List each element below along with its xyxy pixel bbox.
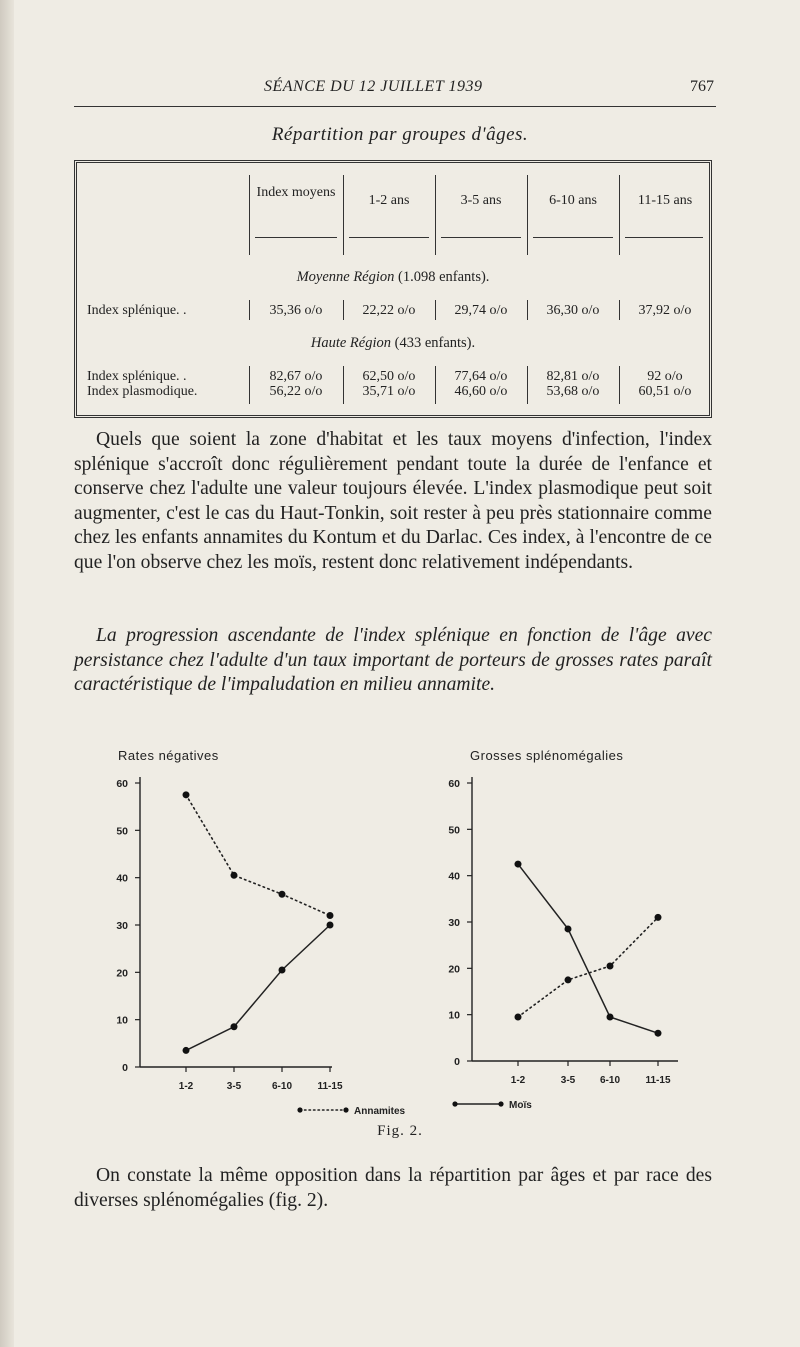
data-point (279, 891, 286, 898)
x-tick-label: 1-2 (510, 1075, 526, 1086)
x-tick-label: 6-10 (599, 1075, 621, 1086)
col-sep (343, 175, 344, 255)
section-haute-region (77, 335, 709, 352)
region-count: (433 enfants). (394, 335, 476, 351)
paragraph-1: Quels que soient la zone d'habitat et les taux moyens d'infection, l'index splénique s'accroît donc régulièrement pendant toute la durée de l'enfance et conserve chez l'adulte une valeur toujours élevée. L'index plasmodique peut soit augmenter, c'est le cas du Haut-Tonkin, soit rester à peu près stationnaire comme chez les enfants annamites du Kontum et du Darlac. Ces index, à l'encontre de ce que l'on observe chez les moïs, restent donc relativement indépendants. (74, 429, 712, 573)
region-name: Haute Région (310, 335, 391, 351)
x-tick-label: 1-2 (178, 1081, 194, 1092)
legend-label: Moïs (509, 1100, 532, 1111)
x-tick-label: 11-15 (317, 1081, 343, 1092)
data-point (327, 922, 334, 929)
data-point (607, 963, 614, 970)
table-cell: 35,71 o/o (362, 384, 416, 399)
legend-label: Annamites (354, 1106, 406, 1117)
paragraph-2-italic: La progression ascendante de l'index splénique en fonction de l'âge avec persistance chez l'adulte d'un taux important de porteurs de grosses rates paraît caractéristique de l'impaludation en milieu annamite. (74, 625, 712, 695)
page-number: 767 (690, 78, 714, 95)
table-cell: 60,51 o/o (638, 384, 692, 399)
y-tick-label: 0 (454, 1056, 460, 1068)
table-cell: 22,22 o/o (362, 303, 416, 318)
table-title: Répartition par groupes d'âges. (271, 124, 529, 145)
header-underline (441, 237, 521, 238)
col-header-index-moyens: Index moyens (256, 185, 336, 200)
col-header-6-10: 6-10 ans (549, 193, 597, 208)
legend-marker (452, 1101, 457, 1106)
data-point (515, 861, 522, 868)
col-header-1-2: 1-2 ans (368, 193, 410, 208)
y-tick-label: 50 (116, 825, 128, 838)
table-cell: 36,30 o/o (546, 303, 600, 318)
header-underline (255, 237, 337, 238)
data-point (565, 976, 572, 983)
col-sep (619, 175, 620, 255)
series-line-mos (186, 925, 330, 1050)
series-line-mos (518, 864, 658, 1033)
table-cell: 53,68 o/o (546, 384, 600, 399)
x-tick-label: 3-5 (226, 1081, 242, 1092)
row-label: Index splénique. . (87, 369, 187, 384)
y-tick-label: 10 (448, 1009, 460, 1022)
series-line-annamites (518, 917, 658, 1017)
row-label: Index splénique. . (87, 303, 187, 318)
data-point (515, 1013, 522, 1020)
chart-title: Rates négatives (118, 748, 219, 763)
chart-title: Grosses splénomégalies (470, 748, 624, 763)
table-cell: 77,64 o/o (454, 369, 508, 384)
table-cell: 56,22 o/o (269, 384, 323, 399)
data-point (607, 1013, 614, 1020)
y-tick-label: 20 (116, 967, 128, 980)
header-rule (74, 106, 716, 107)
data-point (327, 912, 334, 919)
table-cell: 82,67 o/o (269, 369, 323, 384)
data-point (655, 914, 662, 921)
x-tick-label: 6-10 (271, 1081, 293, 1092)
y-tick-label: 40 (116, 872, 128, 885)
table-cell: 82,81 o/o (546, 369, 600, 384)
legend-marker (297, 1107, 302, 1112)
figure-caption: Fig. 2. (377, 1123, 423, 1139)
table-cell: 92 o/o (647, 369, 683, 384)
table-cell: 62,50 o/o (362, 369, 416, 384)
y-tick-label: 30 (116, 920, 128, 932)
header-underline (625, 237, 703, 238)
data-point (655, 1030, 662, 1037)
data-point (183, 791, 190, 798)
col-sep (527, 175, 528, 255)
data-point (565, 925, 572, 932)
header-underline (349, 237, 429, 238)
table-cell: 46,60 o/o (454, 384, 508, 399)
row-label: Index plasmodique. (87, 384, 198, 399)
figure-2-charts (100, 740, 720, 1120)
paragraph-3: On constate la même opposition dans la répartition par âges et par race des diverses splénomégalies (fig. 2). (74, 1165, 712, 1211)
legend-marker (343, 1107, 348, 1112)
header-underline (533, 237, 613, 238)
col-header-11-15: 11-15 ans (637, 193, 693, 208)
y-tick-label: 10 (116, 1014, 128, 1027)
y-tick-label: 0 (122, 1062, 128, 1074)
data-point (231, 872, 238, 879)
y-tick-label: 40 (448, 870, 460, 883)
y-tick-label: 60 (448, 778, 460, 790)
col-header-3-5: 3-5 ans (460, 193, 502, 208)
y-tick-label: 30 (448, 917, 460, 929)
page-edge (0, 0, 14, 1347)
y-tick-label: 60 (116, 778, 128, 790)
series-line-annamites (186, 795, 330, 916)
data-point (183, 1047, 190, 1054)
figure-2 (100, 740, 720, 1120)
table-cell: 35,36 o/o (269, 303, 323, 318)
data-point (279, 966, 286, 973)
section-moyenne-region (77, 269, 709, 286)
running-title: SÉANCE DU 12 JUILLET 1939 (264, 78, 483, 95)
table-cell: 37,92 o/o (638, 303, 692, 318)
age-group-table (74, 160, 712, 418)
running-header (74, 76, 714, 104)
y-tick-label: 50 (448, 824, 460, 837)
x-tick-label: 3-5 (560, 1075, 576, 1086)
data-point (231, 1023, 238, 1030)
col-sep (435, 175, 436, 255)
y-tick-label: 20 (448, 963, 460, 976)
x-tick-label: 11-15 (645, 1075, 671, 1086)
region-name: Moyenne Région (296, 269, 395, 285)
table-cell: 29,74 o/o (454, 303, 508, 318)
legend-marker (498, 1101, 503, 1106)
region-count: (1.098 enfants). (398, 269, 490, 285)
